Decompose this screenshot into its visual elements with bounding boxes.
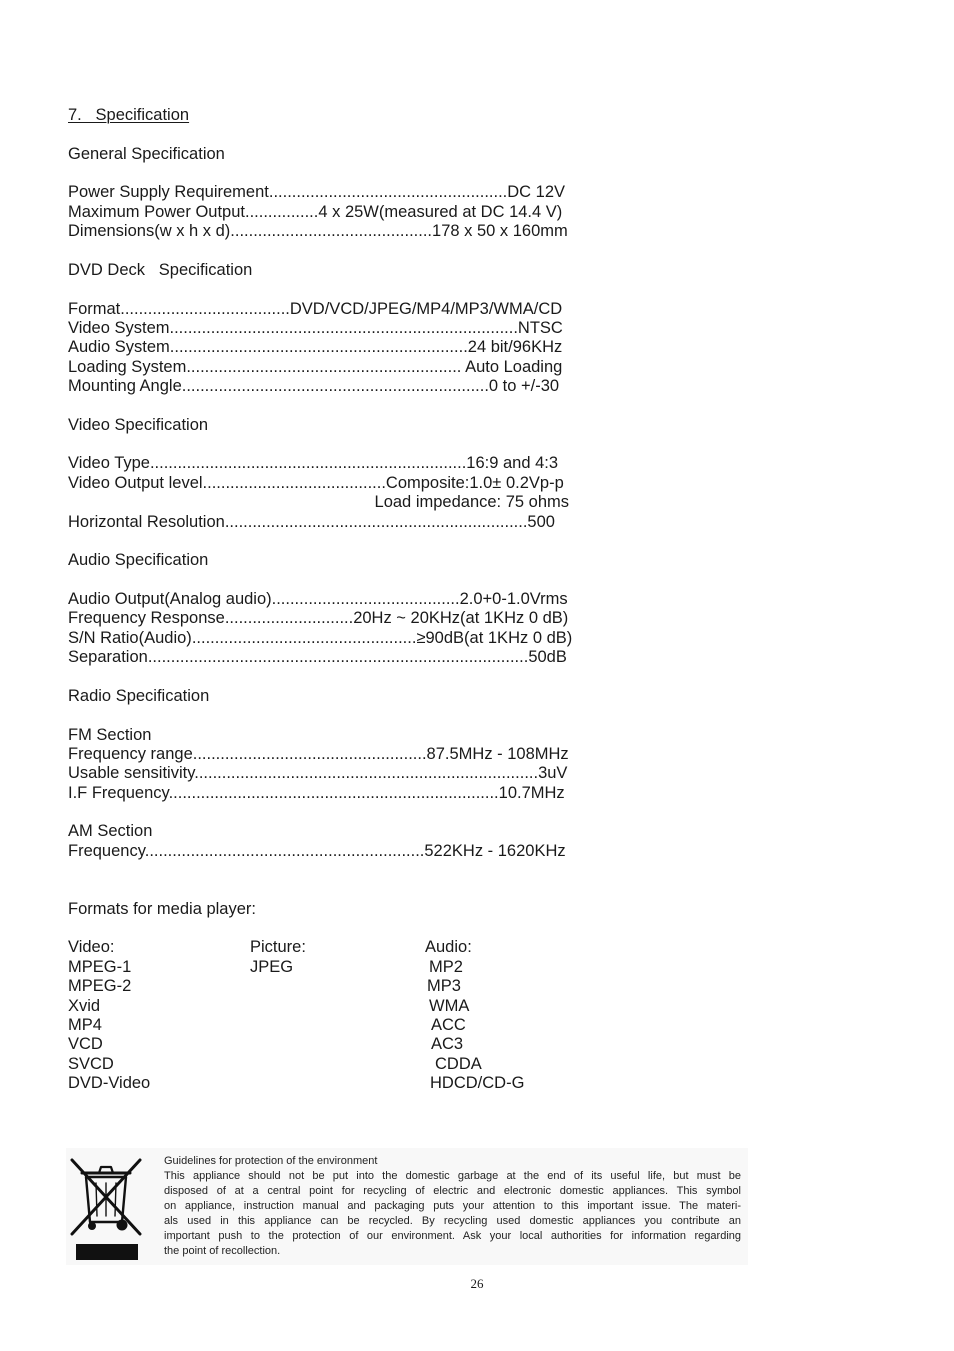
environment-notice-line: important push to the protection of our environment. Ask your local authorities for information regarding: [164, 1230, 741, 1242]
spec-leader: .............................................................: [144, 841, 425, 860]
spec-value: 0 to +/-30: [488, 377, 560, 396]
spec-value: 50dB: [528, 648, 567, 667]
spec-value: 4 x 25W(measured at DC 14.4 V): [318, 202, 563, 221]
spec-row-max-power: [68, 203, 668, 222]
spec-label: Video Type: [68, 454, 150, 473]
video-format: DVD-Video: [68, 1073, 151, 1092]
video-spec-heading: Video Specification: [68, 415, 209, 434]
video-format: MPEG-1: [68, 957, 132, 976]
spec-leader: ..................................................................: [224, 512, 528, 531]
spec-row-video-output-level: [68, 474, 668, 493]
spec-row-separation: [68, 648, 668, 667]
crossed-out-wheelie-bin-icon: [68, 1152, 144, 1262]
spec-label: Mounting Angle: [68, 377, 182, 396]
video-format: MPEG-2: [68, 977, 132, 996]
spec-label: S/N Ratio(Audio): [68, 628, 192, 647]
spec-value: 16:9 and 4:3: [466, 454, 559, 473]
specification-content: [68, 106, 668, 1093]
spec-leader: ...........................................................................: [194, 764, 539, 783]
spec-row-sn-ratio: [68, 629, 668, 648]
picture-format-empty: [250, 1016, 425, 1035]
radio-spec-heading: Radio Specification: [68, 686, 210, 705]
environment-notice-line: the point of recollection.: [164, 1245, 281, 1257]
spec-label: Audio System: [68, 338, 170, 357]
video-format: Xvid: [68, 996, 101, 1015]
spec-value: 178 x 50 x 160mm: [432, 222, 568, 241]
spec-value: 522KHz - 1620KHz: [424, 841, 566, 860]
picture-format-empty: [250, 977, 425, 996]
spec-row-mounting-angle: [68, 377, 668, 396]
spec-label: Video System: [68, 318, 170, 337]
spec-leader: ........................................: [202, 473, 386, 492]
spec-label: Maximum Power Output: [68, 202, 245, 221]
audio-format: MP2: [429, 957, 463, 976]
media-row: [68, 958, 668, 977]
spec-value: 500: [527, 512, 555, 531]
environment-notice-text: [164, 1154, 741, 1259]
spec-value: 87.5MHz - 108MHz: [426, 744, 569, 763]
picture-column-header: Picture:: [250, 938, 306, 957]
media-row: [68, 977, 668, 996]
section-title: [68, 106, 668, 125]
load-impedance-note: Load impedance: 75 ohms: [374, 493, 569, 512]
media-row: [68, 1074, 668, 1093]
spec-label: Video Output level: [68, 473, 203, 492]
spec-leader: ........................................................................: [168, 783, 499, 802]
audio-column-header: Audio:: [425, 938, 472, 957]
environment-notice-line: This appliance should not be put into the domestic garbage at the end of its useful life, but must be: [164, 1170, 741, 1182]
media-header-row: [68, 938, 668, 957]
spec-leader: ............................................................: [186, 357, 466, 376]
spec-row-format: [68, 300, 668, 319]
spec-label: Frequency range: [68, 744, 193, 763]
spec-label: Audio Output(Analog audio): [68, 589, 272, 608]
spec-label: Frequency: [68, 841, 145, 860]
spec-row-audio-system: [68, 338, 668, 357]
spec-row-am-frequency: [68, 842, 668, 861]
video-format: SVCD: [68, 1054, 114, 1073]
spec-label: Usable sensitivity: [68, 764, 195, 783]
picture-format-empty: [250, 997, 425, 1016]
media-row: [68, 1035, 668, 1054]
general-spec-heading: General Specification: [68, 144, 225, 163]
spec-value: 20Hz ~ 20KHz(at 1KHz 0 dB): [353, 609, 569, 628]
spec-label: Horizontal Resolution: [68, 512, 225, 531]
spec-value: DVD/VCD/JPEG/MP4/MP3/WMA/CD: [289, 299, 563, 318]
spec-row-dimensions: [68, 222, 668, 241]
media-row: [68, 1016, 668, 1035]
audio-spec-heading: Audio Specification: [68, 551, 209, 570]
spec-leader: .................................................: [191, 628, 417, 647]
spec-value: Composite:1.0± 0.2Vp-p: [385, 473, 564, 492]
media-formats-heading: Formats for media player:: [68, 899, 256, 918]
spec-leader: ............................: [224, 609, 354, 628]
spec-leader: .........................................: [271, 589, 460, 608]
spec-row-fm-frequency-range: [68, 745, 668, 764]
spec-value: 2.0+0-1.0Vrms: [459, 589, 568, 608]
spec-leader: ............................................: [230, 222, 433, 241]
audio-format: CDDA: [435, 1054, 482, 1073]
page-number: 26: [470, 1276, 484, 1291]
spec-value: Auto Loading: [465, 357, 563, 376]
spec-leader: ............................................................................: [169, 318, 518, 337]
spec-value: ≥90dB(at 1KHz 0 dB): [416, 628, 573, 647]
spec-label: Loading System: [68, 357, 187, 376]
spec-row-frequency-response: [68, 609, 668, 628]
am-section-heading: AM Section: [68, 822, 153, 841]
spec-leader: ................: [244, 202, 319, 221]
picture-format: JPEG: [250, 957, 294, 976]
spec-row-fm-if-frequency: [68, 784, 668, 803]
spec-label: Frequency Response: [68, 609, 225, 628]
picture-format-empty: [250, 1055, 425, 1074]
spec-value: NTSC: [517, 318, 563, 337]
audio-format: MP3: [427, 977, 461, 996]
spec-row-power-supply: [68, 183, 668, 202]
audio-format: AC3: [431, 1035, 464, 1054]
section-title-text: 7. Specification: [68, 106, 190, 124]
spec-row-video-system: [68, 319, 668, 338]
spec-leader: .....................................................................: [149, 454, 467, 473]
video-format: MP4: [68, 1015, 102, 1034]
audio-format: WMA: [429, 996, 470, 1015]
dvd-deck-spec-heading: DVD Deck Specification: [68, 260, 253, 279]
spec-leader: .................................................................: [169, 338, 468, 357]
spec-value: 10.7MHz: [498, 783, 565, 802]
fm-section-heading: FM Section: [68, 725, 152, 744]
spec-leader: .....................................: [120, 299, 290, 318]
audio-format: ACC: [431, 1015, 466, 1034]
spec-value: 24 bit/96KHz: [467, 338, 563, 357]
spec-value: 3uV: [538, 764, 568, 783]
media-row: [68, 997, 668, 1016]
picture-format-empty: [250, 1035, 425, 1054]
spec-row-horizontal-resolution: [68, 513, 668, 532]
spec-label: Format: [68, 299, 121, 318]
media-row: [68, 1055, 668, 1074]
spec-label: Separation: [68, 648, 148, 667]
spec-label: Dimensions(w x h x d): [68, 222, 231, 241]
spec-leader: ...................................................................................: [147, 648, 529, 667]
environment-notice-title: Guidelines for protection of the environment: [164, 1155, 378, 1167]
spec-label: Power Supply Requirement: [68, 183, 269, 202]
environment-notice-line: als used in this appliance can be recycled. By recycling used domestic appliances you contribute an: [164, 1215, 741, 1227]
spec-row-audio-output: [68, 590, 668, 609]
video-format: VCD: [68, 1035, 103, 1054]
spec-leader: ...................................................: [192, 744, 427, 763]
environment-notice-line: on appliance, instruction manual and packaging puts your attention to this important issue. The materi-: [164, 1200, 741, 1212]
spec-row-loading-system: [68, 358, 668, 377]
spec-row-video-type: [68, 454, 668, 473]
audio-format: HDCD/CD-G: [430, 1073, 525, 1092]
spec-leader: ....................................................: [268, 183, 508, 202]
spec-row-fm-usable-sensitivity: [68, 764, 668, 783]
picture-format-empty: [250, 1074, 425, 1093]
video-column-header: Video:: [68, 938, 115, 957]
spec-label: I.F Frequency: [68, 783, 169, 802]
spec-value: DC 12V: [507, 183, 566, 202]
environment-notice-line: disposed of at a central point for recycling of electric and electronic domestic appliances. This symbol: [164, 1185, 741, 1197]
spec-leader: ...................................................................: [181, 377, 489, 396]
